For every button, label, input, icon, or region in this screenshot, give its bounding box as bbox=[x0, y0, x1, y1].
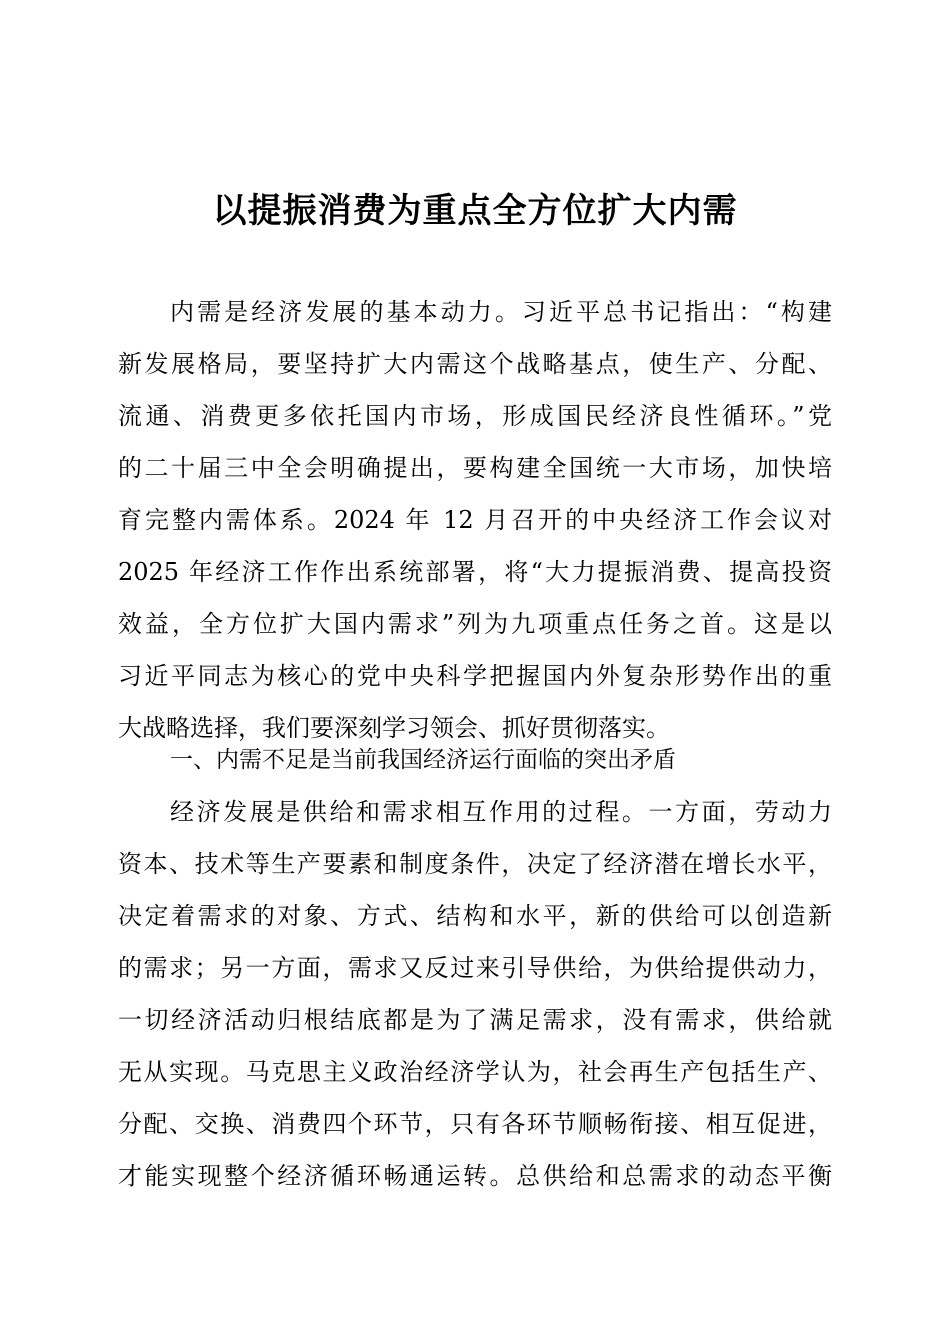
paragraph-line: 才能实现整个经济循环畅通运转。总供给和总需求的动态平衡 bbox=[118, 1162, 832, 1190]
paragraph-line: 的二十届三中全会明确提出，要构建全国统一大市场，加快培 bbox=[118, 454, 832, 482]
paragraph-line: 大战略选择，我们要深刻学习领会、抓好贯彻落实。 bbox=[118, 714, 670, 742]
paragraph-intro bbox=[118, 286, 832, 754]
paragraph-line: 2025 年经济工作作出系统部署，将“大力提振消费、提高投资 bbox=[118, 558, 832, 586]
paragraph-line: 育完整内需体系。2024 年 12 月召开的中央经济工作会议对 bbox=[118, 506, 832, 534]
paragraph-line: 内需是经济发展的基本动力。习近平总书记指出：“构建 bbox=[170, 298, 832, 326]
paragraph-line: 决定着需求的对象、方式、结构和水平，新的供给可以创造新 bbox=[118, 902, 832, 930]
section-1-heading-block bbox=[118, 734, 832, 786]
section-heading: 一、内需不足是当前我国经济运行面临的突出矛盾 bbox=[170, 747, 676, 773]
paragraph-line: 经济发展是供给和需求相互作用的过程。一方面，劳动力 bbox=[170, 798, 832, 826]
paragraph-line: 效益，全方位扩大国内需求”列为九项重点任务之首。这是以 bbox=[118, 610, 832, 638]
paragraph-line: 新发展格局，要坚持扩大内需这个战略基点，使生产、分配、 bbox=[118, 350, 832, 378]
paragraph-line: 流通、消费更多依托国内市场，形成国民经济良性循环。”党 bbox=[118, 402, 832, 430]
paragraph-line: 无从实现。马克思主义政治经济学认为，社会再生产包括生产、 bbox=[118, 1058, 832, 1086]
paragraph-line: 的需求；另一方面，需求又反过来引导供给，为供给提供动力， bbox=[118, 954, 832, 982]
paragraph-line: 资本、技术等生产要素和制度条件，决定了经济潜在增长水平， bbox=[118, 850, 832, 878]
document-title: 以提振消费为重点全方位扩大内需 bbox=[212, 191, 738, 231]
paragraph-line: 分配、交换、消费四个环节，只有各环节顺畅衔接、相互促进， bbox=[118, 1110, 832, 1138]
paragraph-section-1 bbox=[118, 786, 832, 1202]
paragraph-line: 习近平同志为核心的党中央科学把握国内外复杂形势作出的重 bbox=[118, 662, 832, 690]
paragraph-line: 一切经济活动归根结底都是为了满足需求，没有需求，供给就 bbox=[118, 1006, 832, 1034]
